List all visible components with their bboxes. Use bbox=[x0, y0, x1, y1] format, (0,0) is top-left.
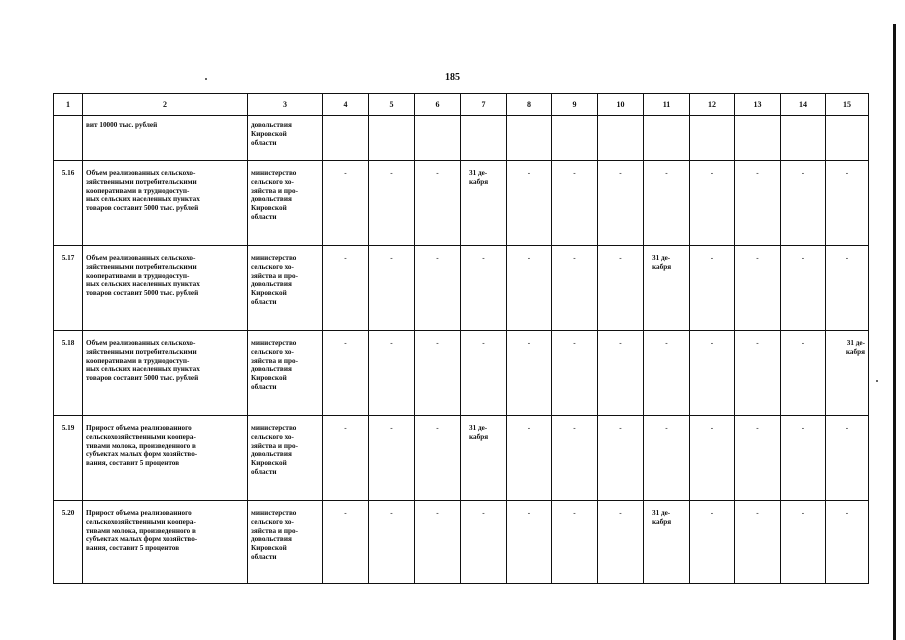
column-header-6: 6 bbox=[415, 94, 461, 116]
scan-speck bbox=[876, 380, 878, 382]
indicator-cell: вит 10000 тыс. рублей bbox=[83, 116, 248, 161]
dash-cell: - bbox=[415, 161, 461, 246]
dash-cell: - bbox=[781, 416, 826, 501]
dash-cell: - bbox=[644, 161, 690, 246]
dash-cell: - bbox=[415, 416, 461, 501]
dash-cell: - bbox=[735, 246, 781, 331]
column-header-14: 14 bbox=[781, 94, 826, 116]
dash-cell: - bbox=[552, 246, 598, 331]
dash-cell: - bbox=[507, 246, 552, 331]
dash-cell: - bbox=[690, 161, 735, 246]
dash-cell: - bbox=[781, 161, 826, 246]
dash-cell: - bbox=[826, 161, 869, 246]
dash-cell: - bbox=[552, 501, 598, 584]
page-number: 185 bbox=[445, 72, 460, 83]
column-header-1: 1 bbox=[54, 94, 83, 116]
table-header bbox=[54, 94, 869, 116]
empty-cell bbox=[369, 116, 415, 161]
dash-cell: - bbox=[323, 416, 369, 501]
dash-cell: - bbox=[781, 501, 826, 584]
table-row bbox=[54, 416, 869, 501]
dash-cell: - bbox=[598, 331, 644, 416]
dash-cell: - bbox=[369, 331, 415, 416]
empty-cell bbox=[644, 116, 690, 161]
empty-cell bbox=[323, 116, 369, 161]
dash-cell: - bbox=[781, 246, 826, 331]
continuation-row bbox=[54, 116, 869, 161]
executor-cell: довольствия Кировской области bbox=[248, 116, 323, 161]
dash-cell: - bbox=[781, 331, 826, 416]
dash-cell: - bbox=[323, 501, 369, 584]
row-number: 5.18 bbox=[54, 331, 83, 416]
row-number: 5.19 bbox=[54, 416, 83, 501]
dash-cell: - bbox=[369, 416, 415, 501]
table-row bbox=[54, 331, 869, 416]
empty-cell bbox=[507, 116, 552, 161]
dash-cell: - bbox=[552, 331, 598, 416]
dash-cell: - bbox=[323, 246, 369, 331]
empty-cell bbox=[735, 116, 781, 161]
column-header-15: 15 bbox=[826, 94, 869, 116]
dash-cell: - bbox=[826, 246, 869, 331]
executor-cell: министерство сельского хо- зяйства и про- довольствия Кировской области bbox=[248, 161, 323, 246]
dash-cell: - bbox=[735, 501, 781, 584]
dash-cell: - bbox=[461, 246, 507, 331]
column-header-8: 8 bbox=[507, 94, 552, 116]
dash-cell: - bbox=[507, 501, 552, 584]
indicator-cell: Объем реализованных сельскохо- зяйственными потребительскими кооперативами в труднодоступ- ных сельских населенных пунктах товаров составит 5000 тыс. рублей bbox=[83, 161, 248, 246]
dash-cell: - bbox=[415, 331, 461, 416]
scan-edge-bar bbox=[893, 24, 896, 640]
dash-cell: - bbox=[735, 161, 781, 246]
deadline-cell: 31 де- кабря bbox=[461, 161, 507, 246]
executor-cell: министерство сельского хо- зяйства и про- довольствия Кировской области bbox=[248, 501, 323, 584]
indicator-cell: Прирост объема реализованного сельскохозяйственными коопера- тивами молока, произведенного в субъектах малых форм хозяйство- вания, составит 5 процентов bbox=[83, 501, 248, 584]
empty-cell bbox=[690, 116, 735, 161]
dash-cell: - bbox=[415, 501, 461, 584]
row-number: 5.20 bbox=[54, 501, 83, 584]
table-row bbox=[54, 246, 869, 331]
dash-cell: - bbox=[598, 161, 644, 246]
column-header-2: 2 bbox=[83, 94, 248, 116]
dash-cell: - bbox=[369, 161, 415, 246]
empty-cell bbox=[598, 116, 644, 161]
column-header-10: 10 bbox=[598, 94, 644, 116]
column-header-11: 11 bbox=[644, 94, 690, 116]
empty-cell bbox=[552, 116, 598, 161]
deadline-cell: 31 де- кабря bbox=[644, 501, 690, 584]
deadline-cell: 31 де- кабря bbox=[461, 416, 507, 501]
column-header-7: 7 bbox=[461, 94, 507, 116]
row-number: 5.17 bbox=[54, 246, 83, 331]
dash-cell: - bbox=[369, 246, 415, 331]
dash-cell: - bbox=[415, 246, 461, 331]
dash-cell: - bbox=[323, 161, 369, 246]
empty-cell bbox=[826, 116, 869, 161]
dash-cell: - bbox=[826, 416, 869, 501]
column-header-9: 9 bbox=[552, 94, 598, 116]
column-header-4: 4 bbox=[323, 94, 369, 116]
dash-cell: - bbox=[507, 161, 552, 246]
column-header-5: 5 bbox=[369, 94, 415, 116]
dash-cell: - bbox=[644, 331, 690, 416]
indicator-cell: Прирост объема реализованного сельскохозяйственными коопера- тивами молока, произведенного в субъектах малых форм хозяйство- вания, составит 5 процентов bbox=[83, 416, 248, 501]
dash-cell: - bbox=[690, 331, 735, 416]
dash-cell: - bbox=[507, 331, 552, 416]
dash-cell: - bbox=[598, 501, 644, 584]
dash-cell: - bbox=[690, 416, 735, 501]
dash-cell: - bbox=[552, 416, 598, 501]
deadline-cell: 31 де- кабря bbox=[644, 246, 690, 331]
header-row bbox=[54, 94, 869, 116]
dash-cell: - bbox=[598, 246, 644, 331]
dash-cell: - bbox=[461, 331, 507, 416]
dash-cell: - bbox=[735, 416, 781, 501]
row-number: 5.16 bbox=[54, 161, 83, 246]
dash-cell: - bbox=[461, 501, 507, 584]
indicator-cell: Объем реализованных сельскохо- зяйственными потребительскими кооперативами в труднодоступ- ных сельских населенных пунктах товаров составит 5000 тыс. рублей bbox=[83, 246, 248, 331]
column-header-3: 3 bbox=[248, 94, 323, 116]
row-number bbox=[54, 116, 83, 161]
dash-cell: - bbox=[552, 161, 598, 246]
empty-cell bbox=[415, 116, 461, 161]
table-row bbox=[54, 501, 869, 584]
dash-cell: - bbox=[507, 416, 552, 501]
column-header-13: 13 bbox=[735, 94, 781, 116]
executor-cell: министерство сельского хо- зяйства и про- довольствия Кировской области bbox=[248, 416, 323, 501]
dash-cell: - bbox=[690, 246, 735, 331]
empty-cell bbox=[781, 116, 826, 161]
dash-cell: - bbox=[598, 416, 644, 501]
table-row bbox=[54, 161, 869, 246]
dash-cell: - bbox=[369, 501, 415, 584]
plan-table bbox=[53, 93, 869, 584]
dash-cell: - bbox=[826, 501, 869, 584]
dash-cell: - bbox=[323, 331, 369, 416]
executor-cell: министерство сельского хо- зяйства и про- довольствия Кировской области bbox=[248, 331, 323, 416]
table-body bbox=[54, 116, 869, 584]
deadline-cell: 31 де- кабря bbox=[826, 331, 869, 416]
column-header-12: 12 bbox=[690, 94, 735, 116]
dash-cell: - bbox=[644, 416, 690, 501]
executor-cell: министерство сельского хо- зяйства и про- довольствия Кировской области bbox=[248, 246, 323, 331]
indicator-cell: Объем реализованных сельскохо- зяйственными потребительскими кооперативами в труднодоступ- ных сельских населенных пунктах товаров составит 5000 тыс. рублей bbox=[83, 331, 248, 416]
dash-cell: - bbox=[735, 331, 781, 416]
empty-cell bbox=[461, 116, 507, 161]
dash-cell: - bbox=[690, 501, 735, 584]
